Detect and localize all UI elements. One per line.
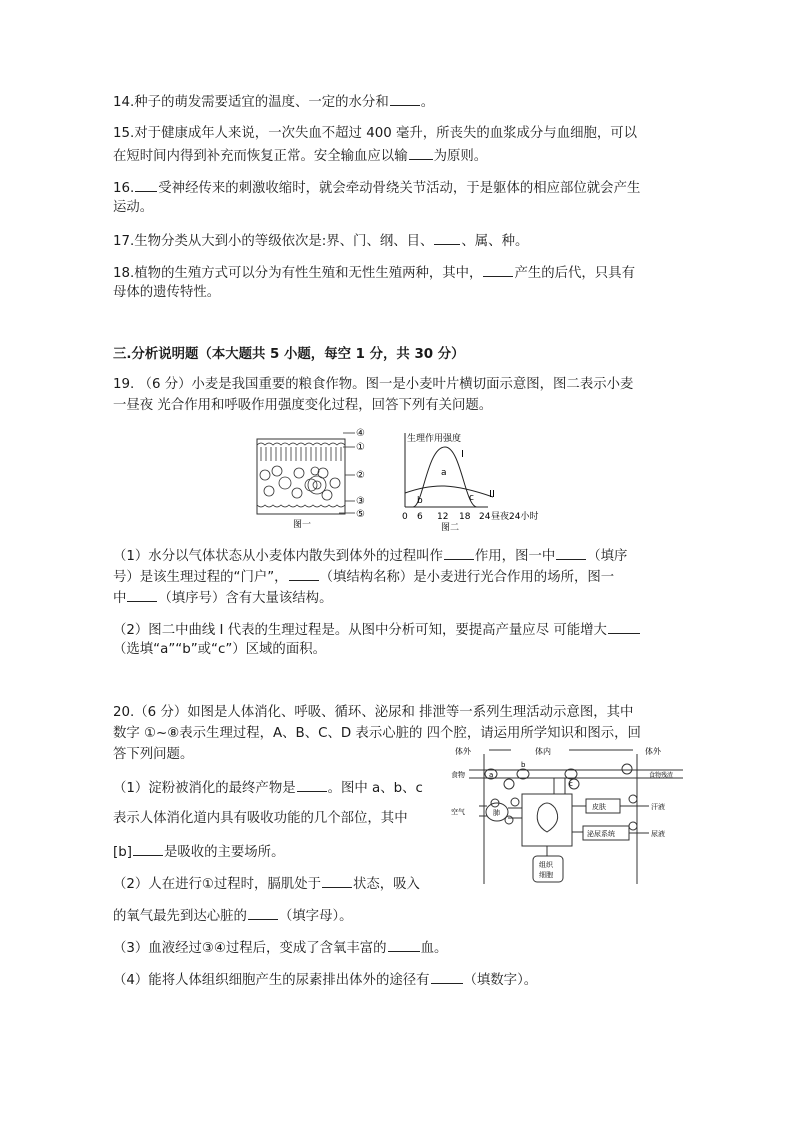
part-c: c bbox=[569, 780, 573, 788]
human-physiology-diagram bbox=[449, 744, 684, 884]
answer-blank[interactable] bbox=[248, 906, 278, 920]
question-20-intro3: 答下列问题。 bbox=[113, 747, 194, 762]
x-tick: 24 bbox=[479, 512, 491, 522]
q17-end: 、属、种。 bbox=[461, 234, 529, 249]
skin-label: 皮肤 bbox=[592, 803, 606, 811]
q19-sub1-line1 bbox=[113, 546, 627, 566]
q20-sub1-line2: 表示人体消化道内具有吸收功能的几个部位，其中 bbox=[113, 811, 408, 826]
answer-blank[interactable] bbox=[608, 620, 640, 634]
question-19-intro2: 一昼夜 光合作用和呼吸作用强度变化过程，回答下列有关问题。 bbox=[113, 398, 493, 413]
question-15-line1: 15.对于健康成年人来说，一次失血不超过 400 毫升，所丧失的血浆成分与血细胞，可以 bbox=[113, 126, 638, 141]
outside-left-label: 体外 bbox=[455, 747, 471, 756]
question-20-intro2: 数字 ①~⑧表示生理过程，A、B、C、D 表示心脏的 四个腔，请运用所学知识和图示，回 bbox=[113, 726, 641, 741]
q20-sub3 bbox=[113, 938, 447, 958]
q17-text: 17.生物分类从大到小的等级依次是:界、门、纲、目、 bbox=[113, 234, 434, 249]
q14-text: 14.种子的萌发需要适宜的温度、一定的水分和 bbox=[113, 95, 389, 110]
q14-end: 。 bbox=[420, 95, 435, 110]
part-b: b bbox=[521, 761, 526, 769]
q19-sub2-line2: （选填“a”“b”或“c”）区域的面积。 bbox=[113, 642, 326, 657]
question-18-line1 bbox=[113, 263, 635, 283]
air-label: 空气 bbox=[451, 808, 465, 816]
q20-sub2-text-c: 的氧气最先到达心脏的 bbox=[113, 909, 247, 924]
q15-text: 在短时间内得到补充而恢复正常。安全输血应以输 bbox=[113, 149, 408, 164]
lung-label: 肺 bbox=[493, 809, 500, 817]
food-residue-label: 食物残渣 bbox=[649, 772, 674, 779]
answer-blank[interactable] bbox=[297, 778, 327, 792]
q16-text: 受神经传来的刺激收缩时，就会牵动骨绕关节活动，于是躯体的相应部位就会产生 bbox=[158, 181, 641, 196]
section-3-title: 三.分析说明题（本大题共 5 小题，每空 1 分，共 30 分） bbox=[113, 347, 465, 362]
q19-sub1-text-b: 作用，图一中 bbox=[474, 549, 556, 564]
x-tick: 0 bbox=[402, 512, 408, 522]
q18-text-b: 产生的后代，只具有 bbox=[514, 266, 635, 281]
photosynthesis-curve-figure bbox=[393, 427, 548, 532]
answer-blank[interactable] bbox=[556, 546, 586, 560]
food-label: 食物 bbox=[451, 771, 465, 779]
urine-label: 尿液 bbox=[651, 830, 665, 838]
q20-sub1-label: [b] bbox=[113, 845, 132, 860]
q19-sub2-line1 bbox=[113, 620, 641, 640]
inside-label: 体内 bbox=[535, 747, 551, 756]
x-tick: 18 bbox=[459, 512, 471, 522]
label-2: ② bbox=[356, 470, 365, 481]
label-5: ⑤ bbox=[356, 509, 365, 520]
answer-blank[interactable] bbox=[133, 842, 163, 856]
q16-num: 16. bbox=[113, 181, 135, 196]
sweat-label: 汗液 bbox=[651, 803, 665, 811]
answer-blank[interactable] bbox=[322, 874, 352, 888]
region-b: b bbox=[417, 496, 423, 506]
q19-sub2-text: （2）图二中曲线 I 代表的生理过程是。从图中分析可知，要提高产量应尽 可能增大 bbox=[113, 623, 607, 638]
answer-blank[interactable] bbox=[135, 178, 157, 192]
q19-sub1-line3 bbox=[113, 588, 332, 608]
question-15-line2 bbox=[113, 146, 487, 166]
q15-end: 为原则。 bbox=[433, 149, 488, 164]
cell-label: 细胞 bbox=[539, 871, 553, 879]
q19-sub1-text: （1）水分以气体状态从小麦体内散失到体外的过程叫作 bbox=[113, 549, 443, 564]
q20-sub4-text: （4）能将人体组织细胞产生的尿素排出体外的途径有 bbox=[113, 973, 430, 988]
label-1: ① bbox=[356, 442, 365, 453]
q18-text: 18.植物的生殖方式可以分为有性生殖和无性生殖两种，其中， bbox=[113, 266, 483, 281]
label-4: ④ bbox=[356, 428, 365, 439]
x-axis-label: 昼夜24小时 bbox=[491, 512, 539, 522]
q20-sub2-text-b: 状态，吸入 bbox=[353, 877, 420, 892]
answer-blank[interactable] bbox=[483, 263, 513, 277]
region-c: c bbox=[469, 493, 474, 503]
x-tick: 12 bbox=[437, 512, 449, 522]
leaf-cross-section-figure bbox=[255, 425, 385, 530]
answer-blank[interactable] bbox=[388, 938, 420, 952]
outside-right-label: 体外 bbox=[645, 747, 661, 756]
part-a: a bbox=[489, 771, 494, 779]
q20-sub2-line1 bbox=[113, 874, 420, 894]
label-3: ③ bbox=[356, 496, 365, 507]
x-tick: 6 bbox=[417, 512, 423, 522]
question-19-intro1: 19. （6 分）小麦是我国重要的粮食作物。图一是小麦叶片横切面示意图，图二表示小麦 bbox=[113, 377, 634, 392]
question-18-line2: 母体的遗传特性。 bbox=[113, 285, 221, 300]
q19-sub1-text-f: 中 bbox=[113, 591, 127, 606]
figure-2-caption: 图二 bbox=[441, 523, 460, 532]
answer-blank[interactable] bbox=[431, 970, 463, 984]
q20-sub2-text-d: （填字母）。 bbox=[278, 909, 353, 924]
answer-blank[interactable] bbox=[390, 92, 420, 106]
q20-sub1-line1 bbox=[113, 778, 423, 798]
question-17 bbox=[113, 231, 528, 251]
q20-sub4 bbox=[113, 970, 537, 990]
q19-sub1-text-c: （填序 bbox=[587, 549, 628, 564]
question-16-line2: 运动。 bbox=[113, 200, 154, 215]
q19-sub1-line2 bbox=[113, 567, 614, 587]
answer-blank[interactable] bbox=[289, 567, 319, 581]
q20-sub3-text: （3）血液经过③④过程后，变成了含氧丰富的 bbox=[113, 941, 387, 956]
q19-sub1-text-d: 号）是该生理过程的“门户”， bbox=[113, 570, 288, 585]
q20-sub1-text: （1）淀粉被消化的最终产物是 bbox=[113, 781, 296, 796]
answer-blank[interactable] bbox=[444, 546, 474, 560]
q20-sub2-line2 bbox=[113, 906, 353, 926]
question-20-intro1: 20.（6 分）如图是人体消化、呼吸、循环、泌尿和 排泄等一系列生理活动示意图，其中 bbox=[113, 705, 634, 720]
figure-1-caption: 图一 bbox=[293, 520, 312, 530]
q19-sub1-text-e: （填结构名称）是小麦进行光合作用的场所，图一 bbox=[319, 570, 615, 585]
question-14 bbox=[113, 92, 434, 112]
answer-blank[interactable] bbox=[127, 588, 157, 602]
curve-I-label: I bbox=[461, 449, 464, 460]
q20-sub1-line3 bbox=[113, 842, 284, 862]
region-a: a bbox=[441, 468, 447, 478]
question-16-line1 bbox=[113, 178, 640, 198]
q20-sub2-text: （2）人在进行①过程时，膈肌处于 bbox=[113, 877, 321, 892]
q20-sub3-text-b: 血。 bbox=[420, 941, 448, 956]
curve-II-label: II bbox=[489, 489, 495, 500]
q19-sub1-text-g: （填序号）含有大量该结构。 bbox=[158, 591, 333, 606]
q20-sub4-text-b: （填数字）。 bbox=[463, 973, 538, 988]
urinary-system-label: 泌尿系统 bbox=[587, 830, 615, 838]
q20-sub1-text-b: 。图中 a、b、c bbox=[327, 781, 423, 796]
answer-blank[interactable] bbox=[434, 231, 460, 245]
tissue-label: 组织 bbox=[539, 861, 553, 869]
q20-sub1-text-e: 是吸收的主要场所。 bbox=[163, 845, 285, 860]
y-axis-label: 生理作用强度 bbox=[407, 434, 462, 444]
answer-blank[interactable] bbox=[409, 146, 433, 160]
